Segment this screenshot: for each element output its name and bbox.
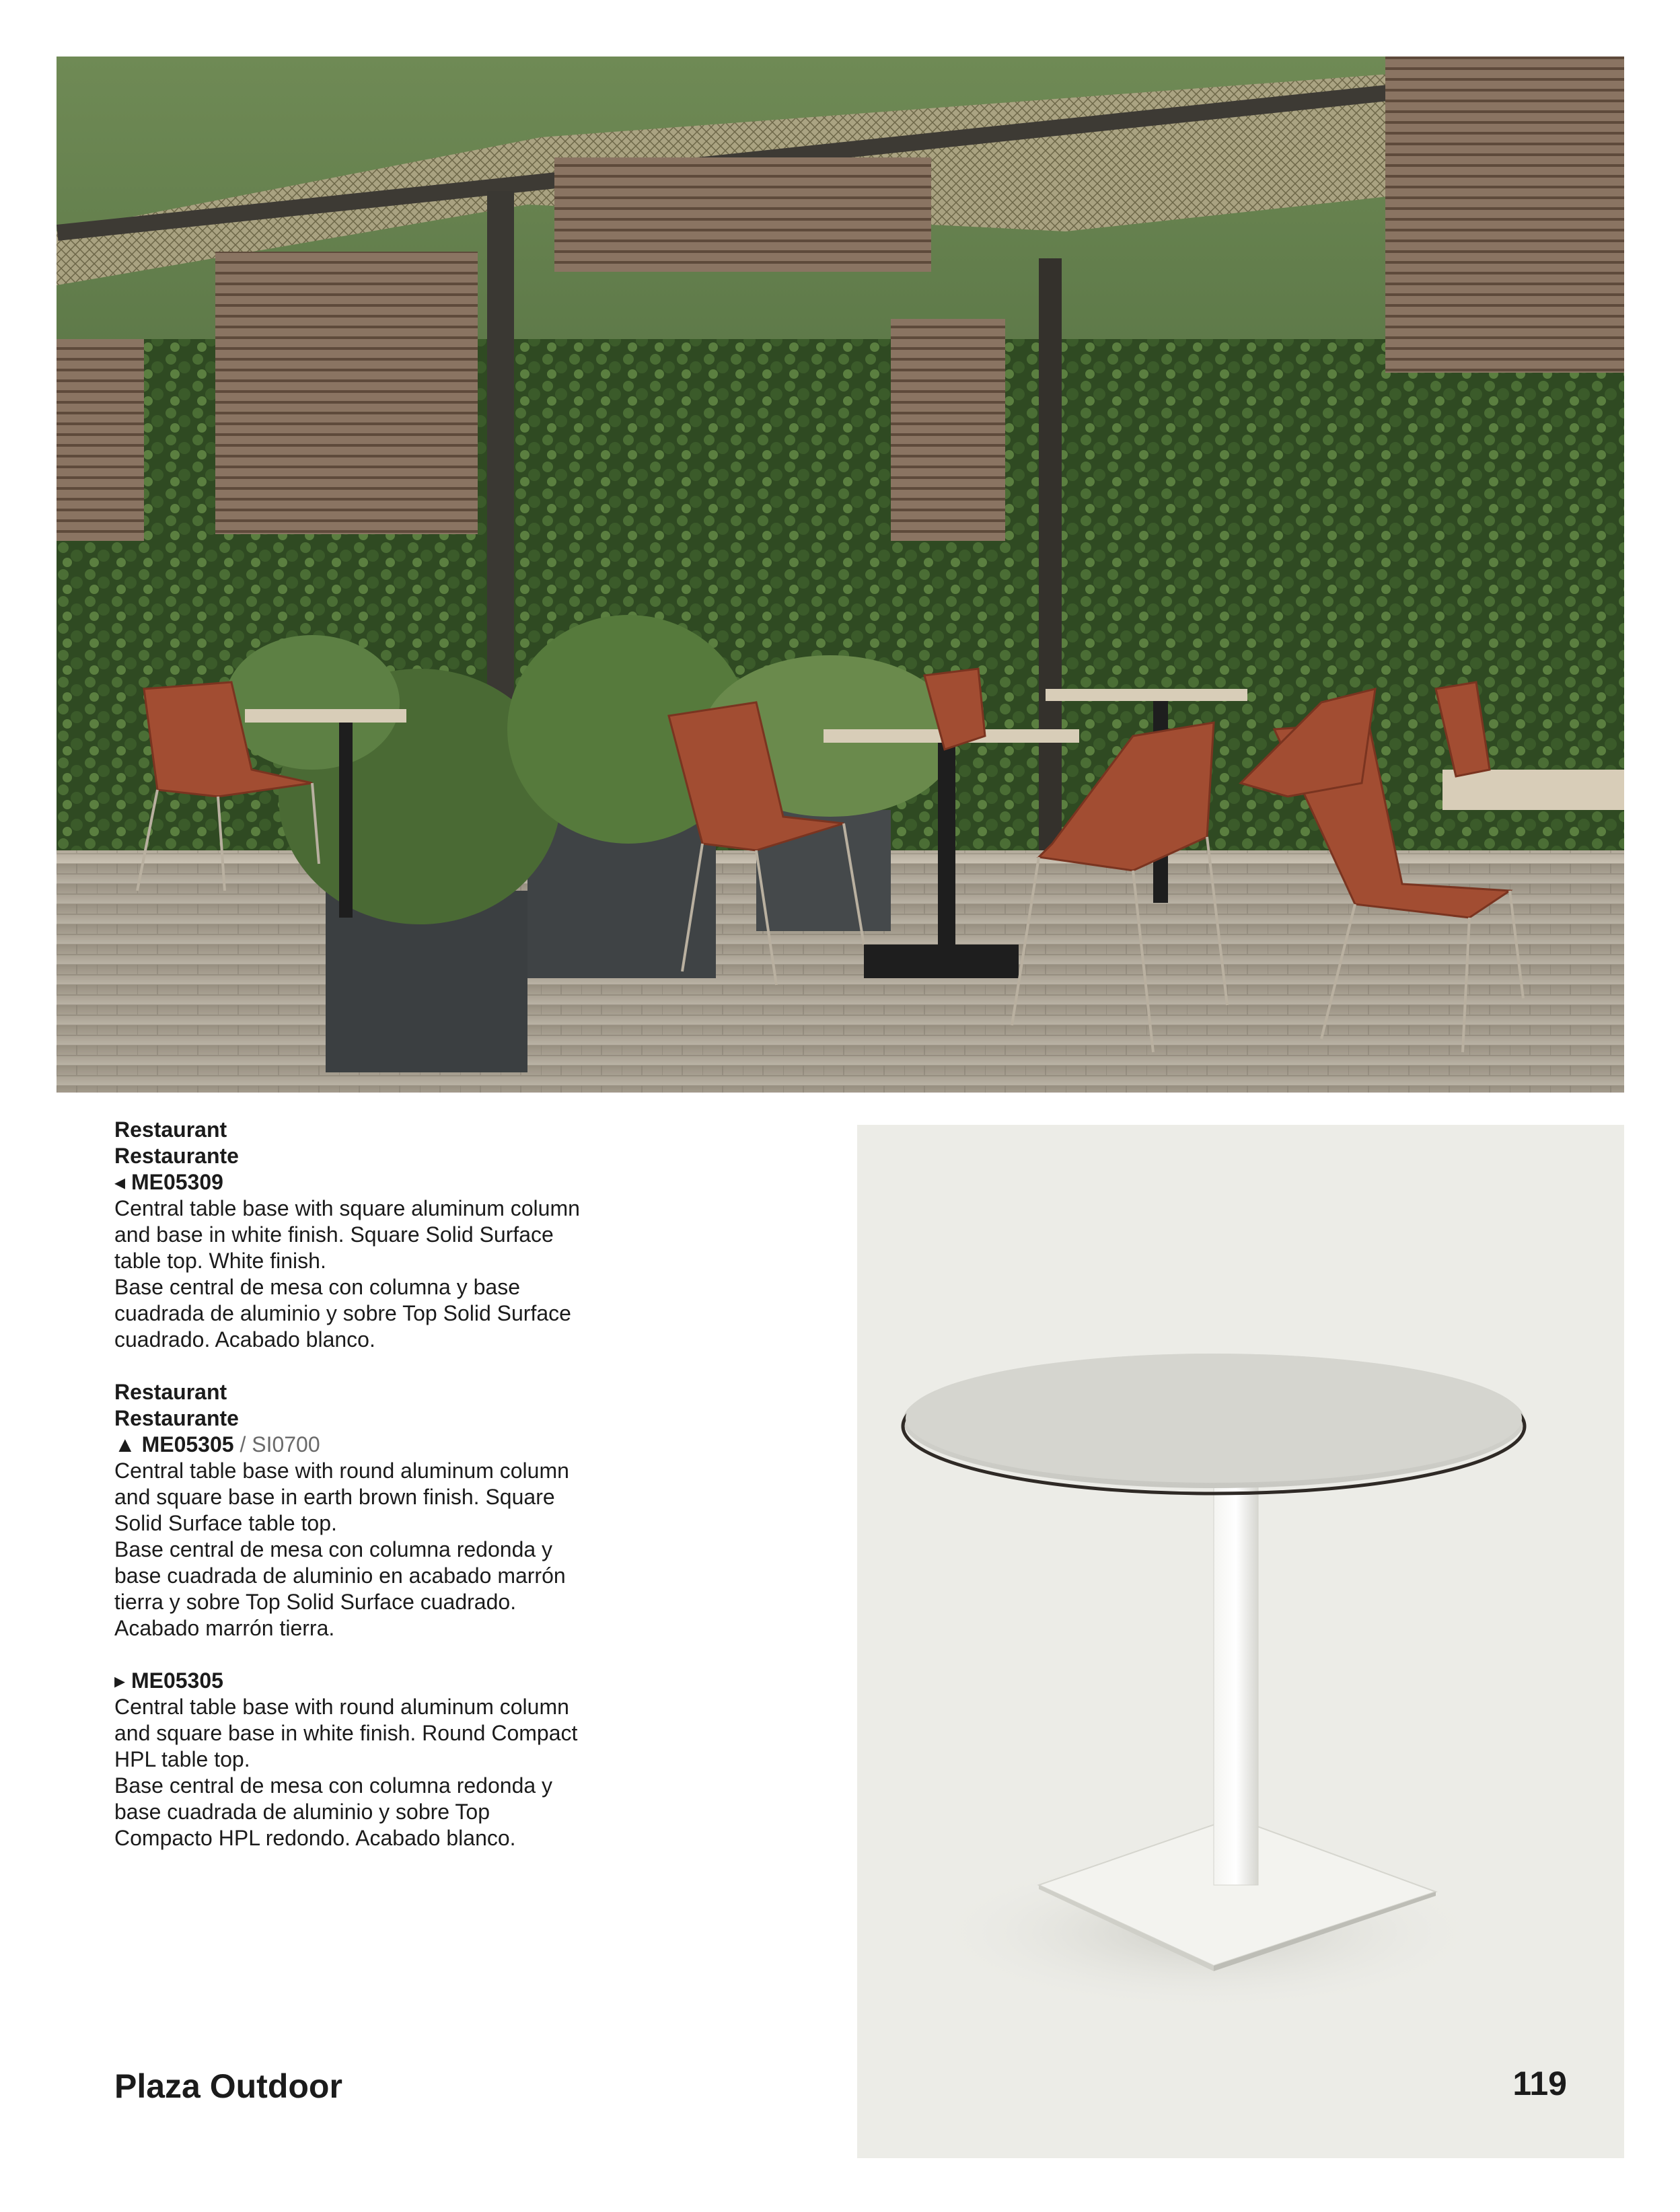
description-en: Central table base with round aluminum column and square base in white finish. Round Compact HPL table top. bbox=[114, 1695, 578, 1771]
product-reference bbox=[114, 1432, 585, 1458]
terrace-scene-illustration bbox=[57, 57, 1624, 1093]
product-entry-3 bbox=[114, 1668, 585, 1851]
product-entry-2 bbox=[114, 1379, 585, 1642]
table-3 bbox=[1442, 770, 1624, 810]
product-reference bbox=[114, 1169, 585, 1195]
left-arrow-icon: ◂ bbox=[114, 1170, 126, 1194]
category-es: Restaurante bbox=[114, 1144, 239, 1168]
product-code: ME05305 bbox=[141, 1432, 234, 1457]
page-number: 119 bbox=[1512, 2065, 1567, 2102]
product-photo-round-table bbox=[857, 1125, 1624, 2158]
product-code: ME05305 bbox=[131, 1668, 223, 1693]
product-code-secondary: / SI0700 bbox=[240, 1432, 320, 1457]
hero-photo-restaurant-terrace bbox=[57, 57, 1624, 1093]
description-es: Base central de mesa con columna y base cuadrada de aluminio y sobre Top Solid Surface cuadrado. Acabado blanco. bbox=[114, 1275, 571, 1352]
category-en: Restaurant bbox=[114, 1380, 227, 1404]
collection-title: Plaza Outdoor bbox=[114, 2067, 342, 2105]
description-en: Central table base with round aluminum column and square base in earth brown finish. Square Solid Surface table top. bbox=[114, 1459, 569, 1535]
description-es: Base central de mesa con columna redonda y base cuadrada de aluminio en acabado marrón tierra y sobre Top Solid Surface cuadrado. Acabado marrón tierra. bbox=[114, 1537, 566, 1640]
description-es: Base central de mesa con columna redonda y base cuadrada de aluminio y sobre Top Compacto HPL redondo. Acabado blanco. bbox=[114, 1773, 553, 1850]
product-reference bbox=[114, 1668, 585, 1694]
product-entry-1 bbox=[114, 1117, 585, 1353]
description-en: Central table base with square aluminum column and base in white finish. Square Solid Surface table top. White finish. bbox=[114, 1196, 580, 1273]
category-en: Restaurant bbox=[114, 1117, 227, 1142]
right-arrow-icon: ▸ bbox=[114, 1668, 126, 1693]
category-es: Restaurante bbox=[114, 1406, 239, 1430]
round-table-illustration bbox=[857, 1125, 1624, 2158]
up-arrow-icon: ▲ bbox=[114, 1432, 136, 1457]
product-description-column bbox=[114, 1117, 585, 1878]
product-code: ME05309 bbox=[131, 1170, 223, 1194]
